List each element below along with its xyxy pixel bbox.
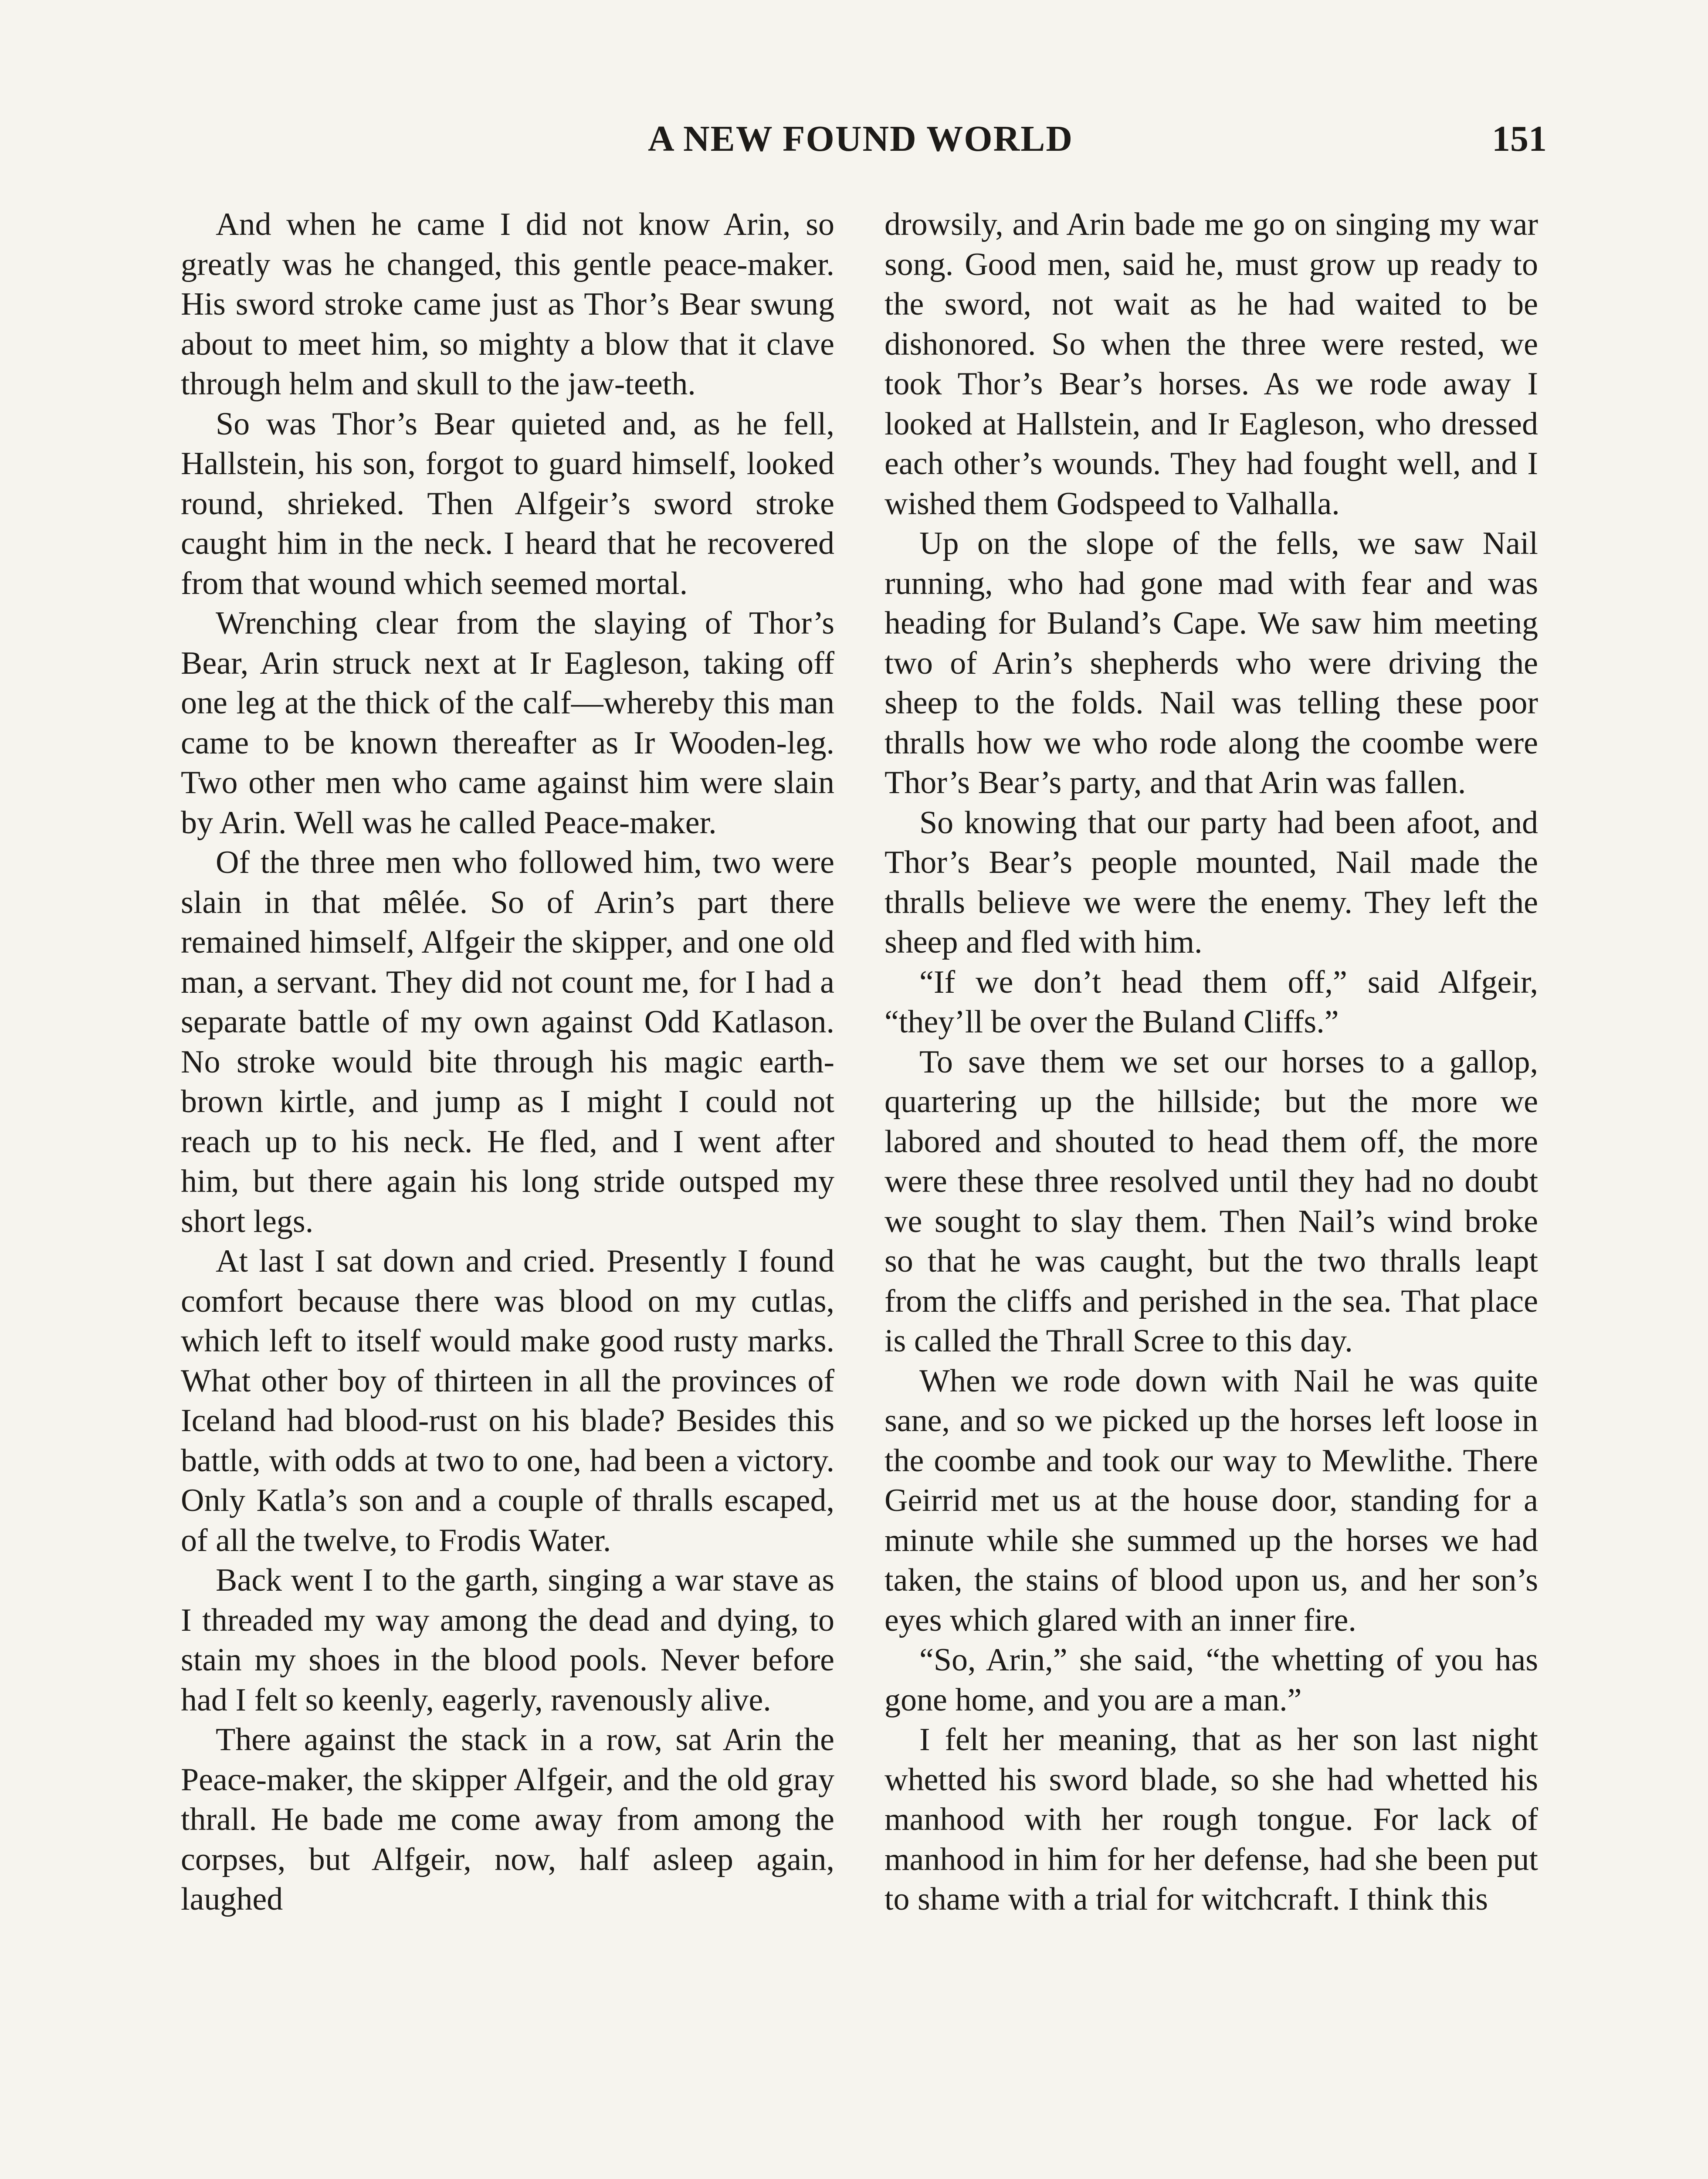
paragraph: I felt her meaning, that as her son last night whetted his sword blade, so she had whetted his manhood with her rough tongue. For lack of manhood in him for her defense, had she been put to shame with a trial for witchcraft. I think this — [884, 1722, 1538, 1917]
page-number: 151 — [1492, 119, 1547, 159]
paragraph: “If we don’t head them off,” said Alfgeir, “they’ll be over the Buland Cliffs.” — [884, 964, 1538, 1040]
right-column — [884, 205, 1538, 1920]
paragraph: At last I sat down and cried. Presently I found comfort because there was blood on my cutlas, which left to itself would make good rusty marks. What other boy of thirteen in all the provinces of Iceland had blood-rust on his blade? Besides this battle, with odds at two to one, had been a victory. Only Katla’s son and a couple of thralls escaped, of all the twelve, to Frodis Water. — [181, 1243, 834, 1558]
paragraph: To save them we set our horses to a gallop, quartering up the hillside; but the more we labored and shouted to head them off, the more were these three resolved until they had no doubt we sought to slay them. Then Nail’s wind broke so that he was caught, but the two thralls leapt from the cliffs and perished in the sea. That place is called the Thrall Scree to this day. — [884, 1044, 1538, 1359]
running-title: A NEW FOUND WORLD — [647, 119, 1073, 159]
paragraph: “So, Arin,” she said, “the whetting of you has gone home, and you are a man.” — [884, 1642, 1538, 1718]
paragraph: Back went I to the garth, singing a war stave as I threaded my way among the dead and dying, to stain my shoes in the blood pools. Never before had I felt so keenly, eagerly, ravenously alive. — [181, 1562, 834, 1718]
paragraph-continuation: drowsily, and Arin bade me go on singing my war song. Good men, said he, must grow up ready to the sword, not wait as he had waited to be dishonored. So when the three were rested, we took Thor’s Bear’s horses. As we rode away I looked at Hallstein, and Ir Eagleson, who dressed each other’s wounds. They had fought well, and I wished them Godspeed to Valhalla. — [884, 207, 1538, 522]
paragraph: Up on the slope of the fells, we saw Nail running, who had gone mad with fear and was heading for Buland’s Cape. We saw him meeting two of Arin’s shepherds who were driving the sheep to the folds. Nail was telling these poor thralls how we who rode along the coombe were Thor’s Bear’s party, and that Arin was fallen. — [884, 526, 1538, 801]
paragraph: When we rode down with Nail he was quite sane, and so we picked up the horses left loose in the coombe and took our way to Mewlithe. There Geirrid met us at the house door, standing for a minute while she summed up the horses we had taken, the stains of blood upon us, and her son’s eyes which glared with an inner fire. — [884, 1363, 1538, 1638]
paragraph: Wrenching clear from the slaying of Thor’s Bear, Arin struck next at Ir Eagleson, taking off one leg at the thick of the calf—whereby this man came to be known thereafter as Ir Wooden-leg. Two other men who came against him were slain by Arin. Well was he called Peace-maker. — [181, 605, 834, 841]
paragraph: So was Thor’s Bear quieted and, as he fell, Hallstein, his son, forgot to guard himself, looked round, shrieked. Then Alfgeir’s sword stroke caught him in the neck. I heard that he recovered from that wound which seemed mortal. — [181, 406, 834, 601]
paragraph: Of the three men who followed him, two were slain in that mêlée. So of Arin’s part there remained himself, Alfgeir the skipper, and one old man, a servant. They did not count me, for I had a separate battle of my own against Odd Katlason. No stroke would bite through his magic earth-brown kirtle, and jump as I might I could not reach up to his neck. He fled, and I went after him, but there again his long stride outsped my short legs. — [181, 845, 834, 1239]
paragraph: And when he came I did not know Arin, so greatly was he changed, this gentle peace-maker. His sword stroke came just as Thor’s Bear swung about to meet him, so mighty a blow that it clave through helm and skull to the jaw-teeth. — [181, 207, 834, 402]
left-column — [181, 205, 834, 1920]
page-header — [174, 118, 1547, 170]
paragraph: There against the stack in a row, sat Arin the Peace-maker, the skipper Alfgeir, and the old gray thrall. He bade me come away from among the corpses, but Alfgeir, now, half asleep again, laughed — [181, 1722, 834, 1917]
paragraph: So knowing that our party had been afoot, and Thor’s Bear’s people mounted, Nail made the thralls believe we were the enemy. They left the sheep and fled with him. — [884, 804, 1538, 960]
